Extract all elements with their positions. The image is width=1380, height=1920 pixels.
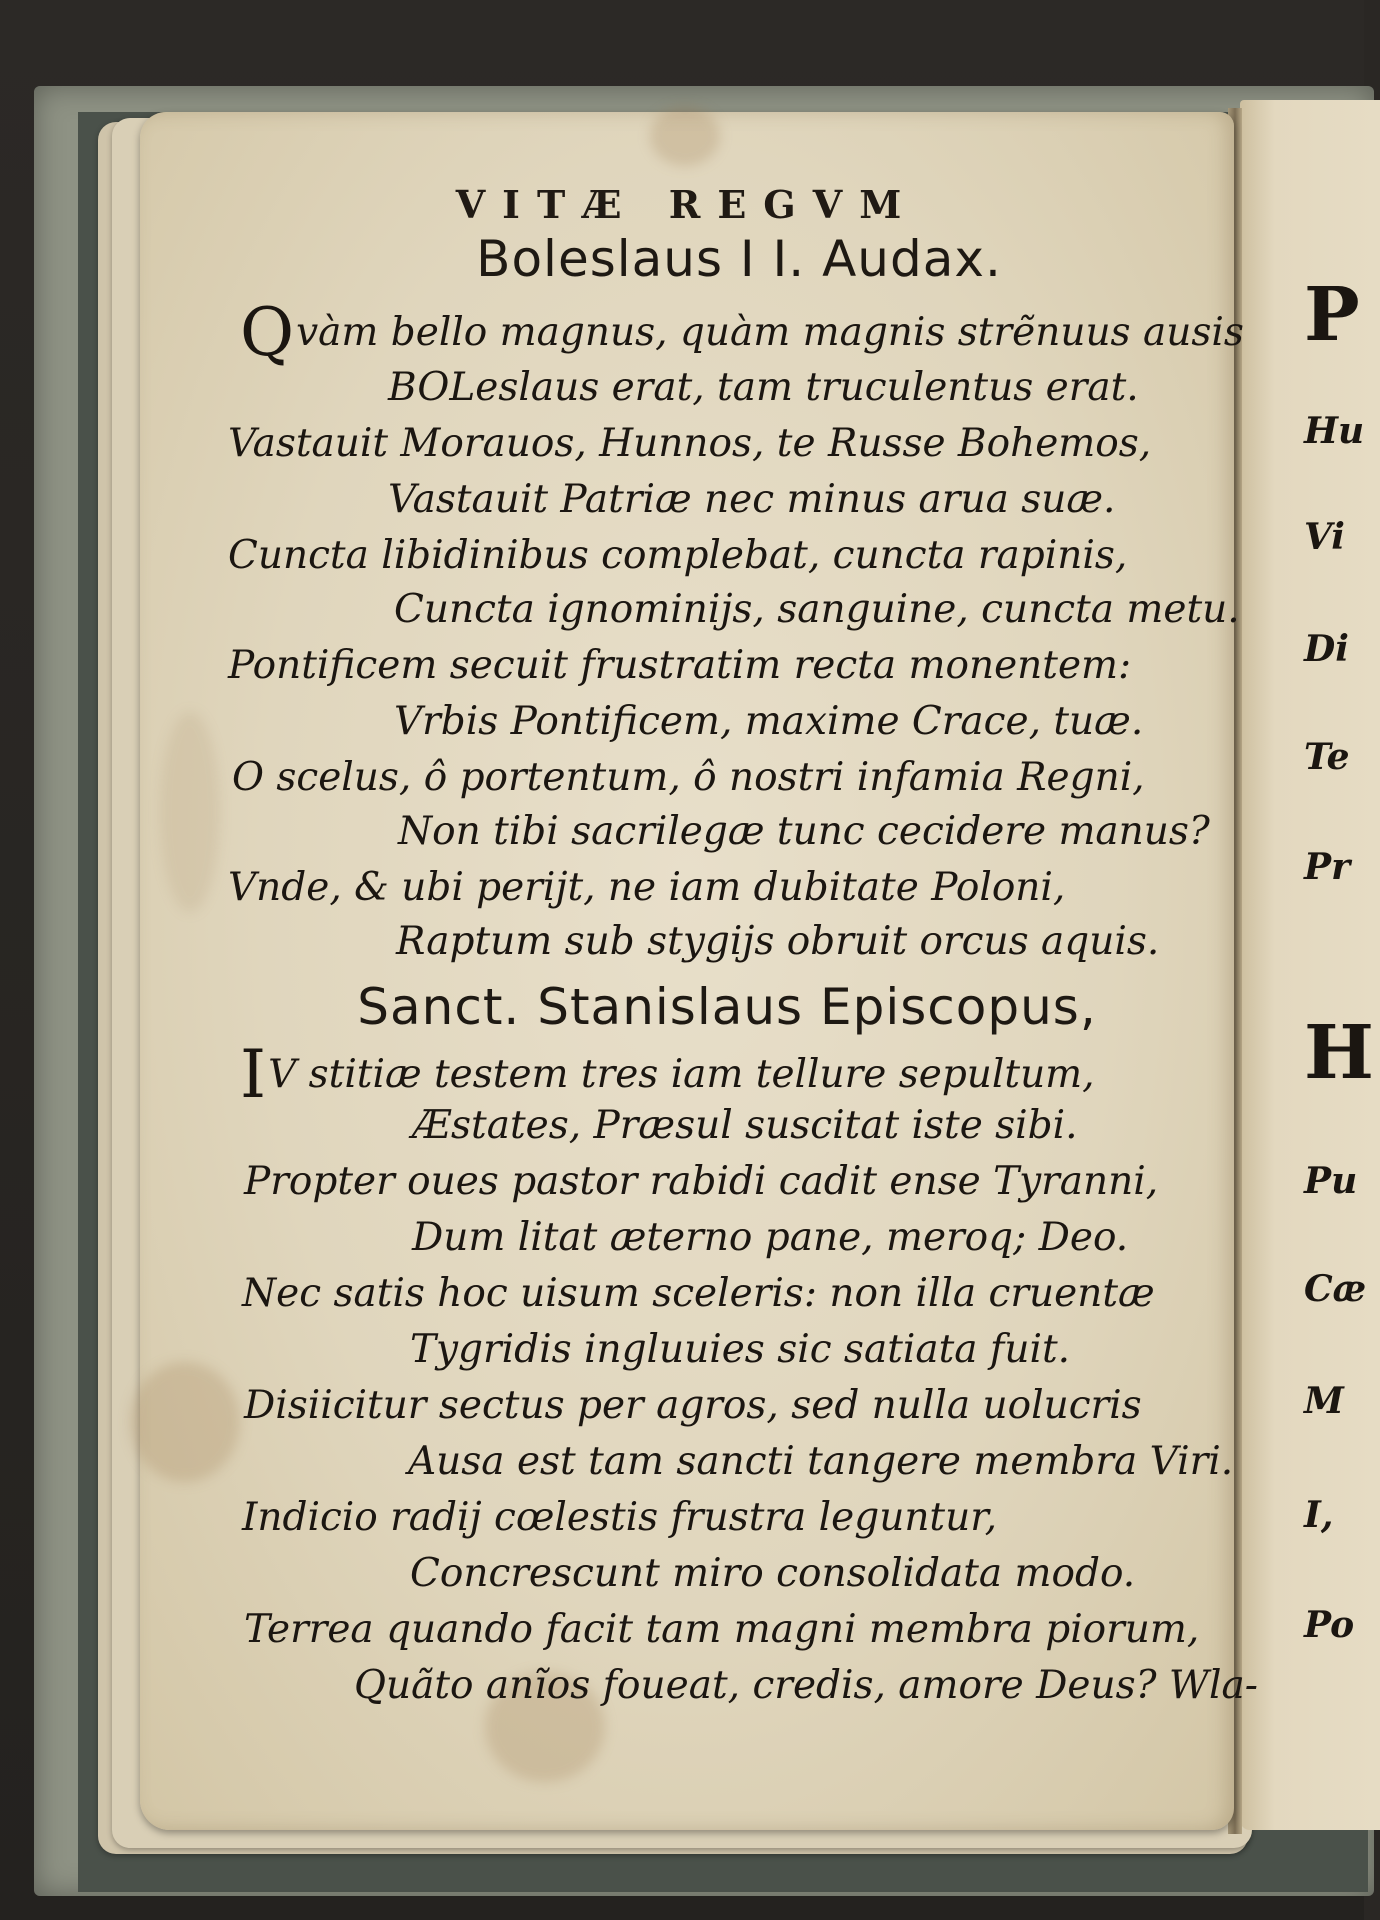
verse-line: Nec satis hoc uisum sceleris: non illa cruentæ (242, 1271, 1155, 1316)
facing-fragment: I, (1304, 1494, 1334, 1536)
drop-initial: Q (240, 294, 295, 371)
verse-line (240, 294, 1244, 371)
verse-line: BOLeslaus erat, tam truculentus erat. (388, 365, 1139, 410)
facing-fragment: Di (1304, 628, 1349, 670)
facing-fragment: P (1304, 272, 1360, 358)
verse-line: Cuncta ignominijs, sanguine, cuncta metu. (394, 587, 1240, 632)
verse-line: Raptum sub stygijs obruit orcus aquis. (396, 919, 1160, 964)
page-text (140, 112, 1258, 1830)
facing-fragment: Te (1304, 736, 1350, 778)
verse-line: Tygridis ingluuies sic satiata fuit. (410, 1327, 1071, 1372)
section-title: Sanct. Stanislaus Episcopus, (357, 978, 1097, 1036)
verse-text: V stitiæ testem tres iam tellure sepultum, (268, 1052, 1095, 1097)
verse-line: O scelus, ô portentum, ô nostri infamia Regni, (232, 755, 1145, 800)
verse-line: Vastauit Patriæ nec minus arua suæ. (388, 477, 1116, 522)
verse-line: Dum litat æterno pane, meroq; Deo. (412, 1215, 1129, 1260)
verse-line: Ausa est tam sancti tangere membra Viri. (408, 1439, 1234, 1484)
verse-line: Vastauit Morauos, Hunnos, te Russe Bohemos, (228, 421, 1152, 466)
verse-line: Vnde, & ubi perijt, ne iam dubitate Poloni, (228, 865, 1066, 910)
verse-line: Disiicitur sectus per agros, sed nulla uolucris (244, 1383, 1142, 1428)
facing-fragment: M (1304, 1380, 1344, 1422)
verse-line (240, 1036, 1095, 1113)
facing-fragment: Po (1304, 1604, 1355, 1646)
running-head: VITÆ REGVM (455, 182, 919, 227)
verse-line: Vrbis Pontificem, maxime Crace, tuæ. (394, 699, 1144, 744)
facing-fragment: Hu (1304, 410, 1365, 452)
facing-fragment: Pr (1304, 846, 1351, 888)
verse-text: vàm bello magnus, quàm magnis strẽnuus ausis (296, 310, 1244, 355)
verse-line: Concrescunt miro consolidata modo. (410, 1551, 1136, 1596)
verse-line: Cuncta libidinibus complebat, cuncta rapinis, (228, 533, 1128, 578)
drop-initial: I (240, 1036, 267, 1113)
verse-line: Quãto anĩos foueat, credis, amore Deus? Wla- (354, 1663, 1258, 1708)
facing-fragment: H (1304, 1010, 1374, 1096)
facing-page-fragments (1304, 0, 1374, 1920)
book-page (140, 112, 1258, 1830)
verse-line: Indicio radij cœlestis frustra leguntur, (242, 1495, 997, 1540)
facing-fragment: Cæ (1304, 1268, 1367, 1310)
section-title: Boleslaus I I. Audax. (476, 230, 1002, 288)
verse-line: Non tibi sacrilegæ tunc cecidere manus? (398, 809, 1210, 854)
verse-line: Terrea quando facit tam magni membra piorum, (244, 1607, 1200, 1652)
verse-line: Propter oues pastor rabidi cadit ense Tyranni, (244, 1159, 1159, 1204)
facing-fragment: Vi (1304, 516, 1345, 558)
verse-line: Pontificem secuit frustratim recta monentem: (228, 643, 1132, 688)
facing-fragment: Pu (1304, 1160, 1358, 1202)
verse-line: Æstates, Præsul suscitat iste sibi. (412, 1103, 1078, 1148)
